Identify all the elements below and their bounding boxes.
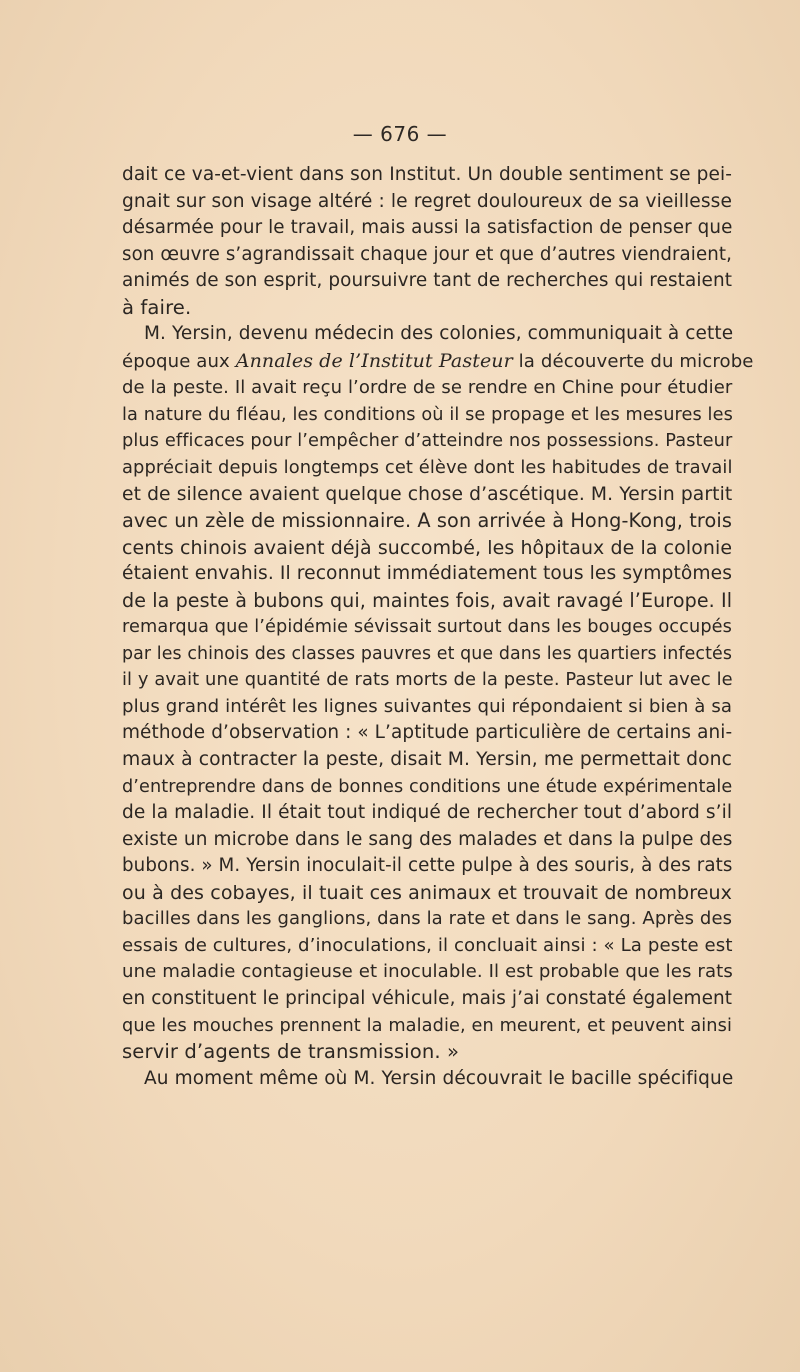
text-line: cents chinois avaient déjà succombé, les hôpitaux de la colonie — [122, 536, 733, 559]
text-segment: la découverte du microbe — [512, 350, 754, 372]
text-line: servir d’agents de transmission. » — [122, 1040, 460, 1064]
text-line: ou à des cobayes, il tuait ces animaux et trouvait de nombreux — [122, 881, 732, 904]
text-line: avec un zèle de missionnaire. A son arrivée à Hong-Kong, trois — [122, 509, 732, 533]
text-line: et de silence avaient quelque chose d’ascétique. M. Yersin partit — [122, 483, 733, 505]
body-text — [122, 162, 754, 1092]
text-line: en constituent le principal véhicule, mais j’ai constaté également — [122, 987, 733, 1009]
text-line: M. Yersin, devenu médecin des colonies, communiquait à cette — [144, 323, 734, 345]
text-line: d’entreprendre dans de bonnes conditions une étude expérimentale — [122, 776, 733, 797]
paragraph-1 — [122, 162, 732, 321]
paragraph-2 — [122, 321, 754, 1065]
text-line: Au moment même où M. Yersin découvrait le bacille spécifique — [144, 1067, 734, 1089]
text-line: gnait sur son visage altéré : le regret douloureux de sa vieillesse — [122, 190, 732, 212]
text-line: animés de son esprit, poursuivre tant de recherches qui restaient — [122, 270, 733, 292]
text-line: désarmée pour le travail, mais aussi la satisfaction de penser que — [122, 217, 733, 239]
text-line: méthode d’observation : « L’aptitude particulière de certains ani- — [122, 722, 733, 744]
text-line: plus efficaces pour l’empêcher d’atteindre nos possessions. Pasteur — [122, 431, 733, 452]
page-number: — 676 — — [352, 122, 448, 146]
text-line: essais de cultures, d’inoculations, il concluait ainsi : « La peste est — [122, 934, 733, 956]
text-line: une maladie contagieuse et inoculable. Il est probable que les rats — [122, 961, 733, 983]
text-segment: époque aux — [122, 350, 236, 372]
text-line: de la peste. Il avait reçu l’ordre de se rendre en Chine pour étudier — [122, 377, 733, 399]
text-line: plus grand intérêt les lignes suivantes qui répondaient si bien à sa — [122, 695, 733, 717]
text-line: existe un microbe dans le sang des malades et dans la pulpe des — [122, 828, 733, 850]
text-line: de la peste à bubons qui, maintes fois, avait ravagé l’Europe. Il — [122, 588, 733, 612]
text-line: remarqua que l’épidémie sévissait surtout dans les bouges occupés — [122, 617, 732, 638]
text-line: la nature du fléau, les conditions où il se propage et les mesures les — [122, 404, 733, 425]
text-line: que les mouches prennent la maladie, en meurent, et peuvent ainsi — [122, 1015, 732, 1036]
text-line: bubons. » M. Yersin inoculait-il cette pulpe à des souris, à des rats — [122, 855, 733, 877]
paragraph-3 — [122, 1066, 732, 1093]
text-line: maux à contracter la peste, disait M. Yersin, me permettait donc — [122, 749, 732, 771]
text-line: à faire. — [122, 295, 192, 319]
text-line: bacilles dans les ganglions, dans la rate et dans le sang. Après des — [122, 908, 733, 930]
text-line: de la maladie. Il était tout indiqué de rechercher tout d’abord s’il — [122, 802, 733, 824]
text-line: dait ce va-et-vient dans son Institut. Un double sentiment se pei- — [122, 164, 732, 185]
text-line: il y avait une quantité de rats morts de la peste. Pasteur lut avec le — [122, 669, 733, 691]
text-line: appréciait depuis longtemps cet élève dont les habitudes de travail — [122, 457, 733, 479]
text-line: son œuvre s’agrandissait chaque jour et que d’autres viendraient, — [122, 243, 732, 265]
text-line — [122, 348, 754, 376]
journal-title: Annales de l’Institut Pasteur — [235, 349, 513, 372]
text-line: par les chinois des classes pauvres et que dans les quartiers infectés — [122, 643, 732, 664]
text-line: étaient envahis. Il reconnut immédiatement tous les symptômes — [122, 563, 733, 585]
